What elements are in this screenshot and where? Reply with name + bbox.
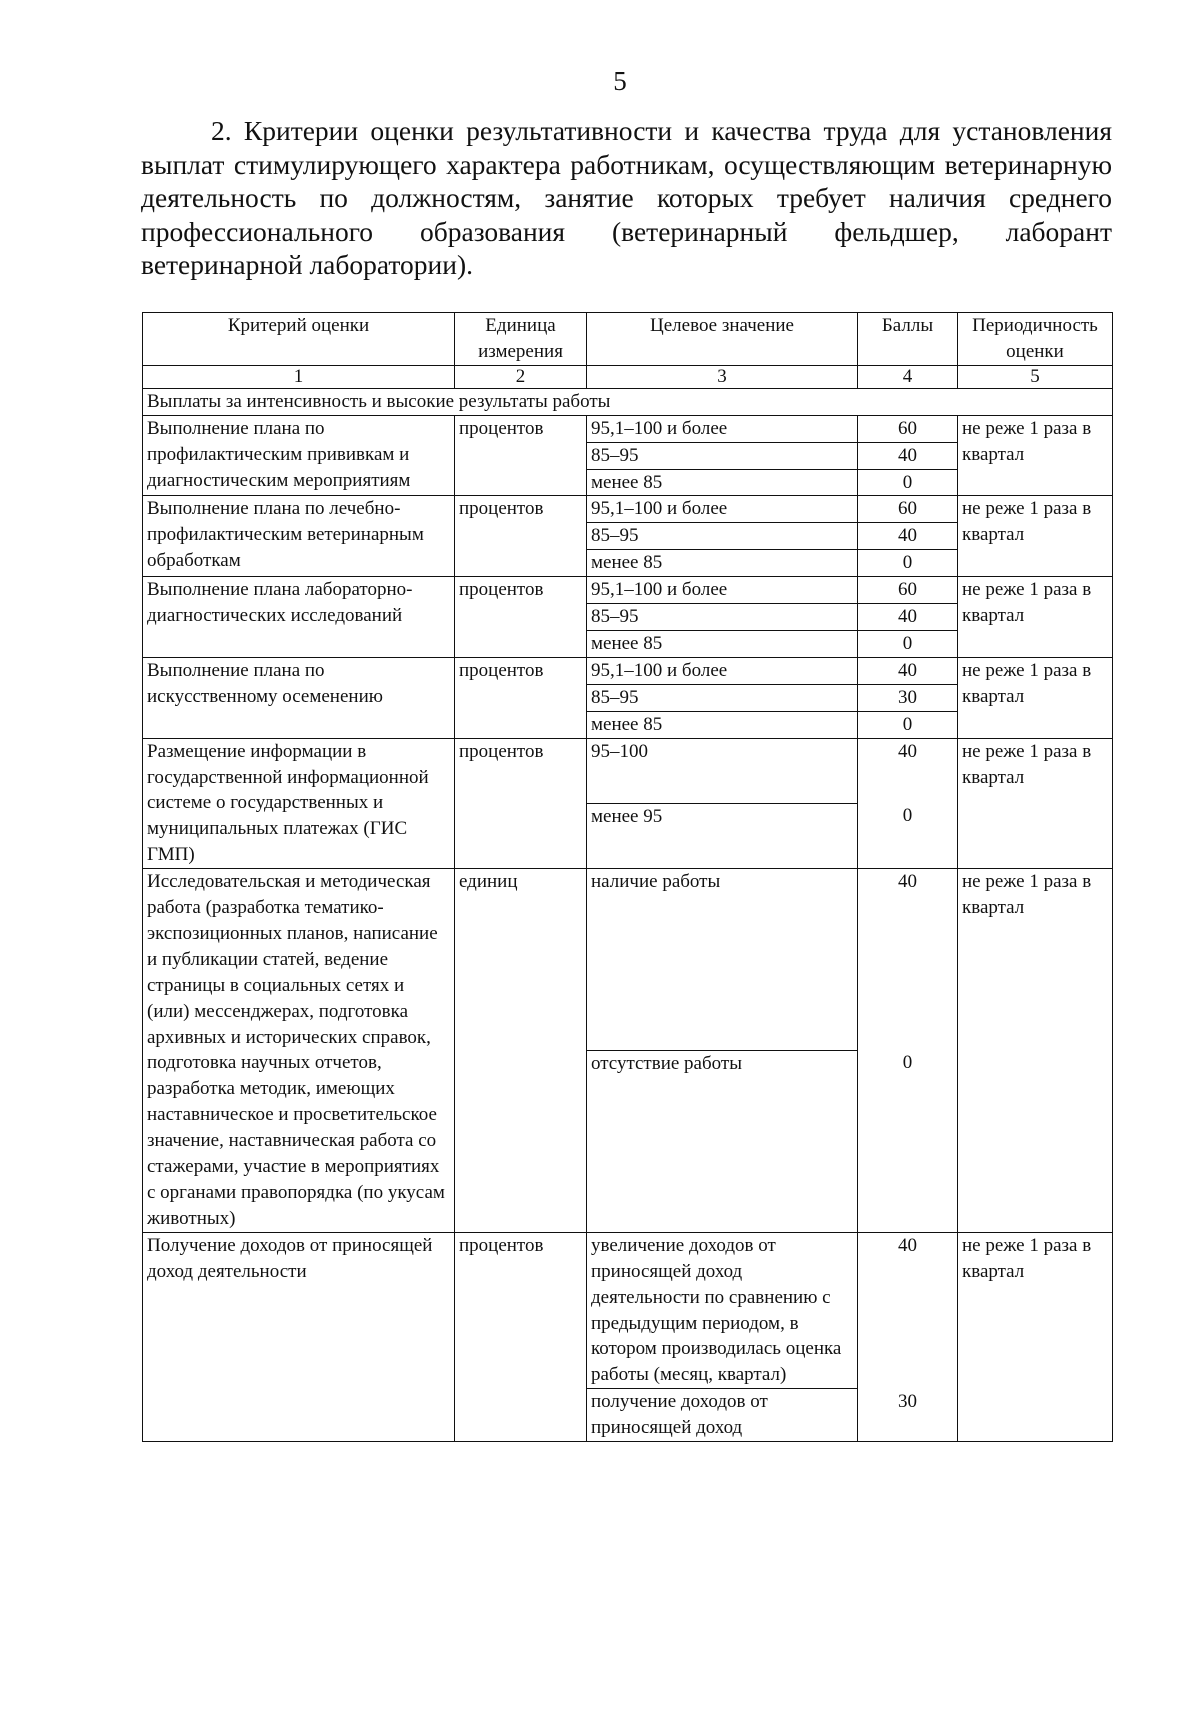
period-cell: не реже 1 раза в квартал	[958, 657, 1113, 738]
unit-cell: процентов	[455, 415, 587, 496]
target-cell: 95,1–100 и более	[587, 657, 858, 684]
score-cell: 0	[858, 1050, 958, 1232]
target-cell: 95,1–100 и более	[587, 577, 858, 604]
criterion-cell: Выполнение плана по лечебно-профилактическим ветеринарным обработкам	[143, 496, 455, 577]
target-cell: менее 85	[587, 469, 858, 496]
score-cell: 0	[858, 550, 958, 577]
period-cell: не реже 1 раза в квартал	[958, 1232, 1113, 1441]
column-number: 2	[455, 365, 587, 388]
target-cell: получение доходов от приносящей доход	[587, 1389, 858, 1442]
unit-cell: единиц	[455, 869, 587, 1233]
target-cell: 85–95	[587, 523, 858, 550]
section-heading: 2. Критерии оценки результативности и качества труда для установления выплат стимулирующего характера работникам, осуществляющим ветеринарную деятельность по должностям, занятие которых требует наличия среднего профессионального образования (ветеринарный фельдшер, лаборант ветеринарной лаборатории).	[141, 115, 1112, 280]
header-score: Баллы	[858, 313, 958, 366]
score-cell: 30	[858, 684, 958, 711]
unit-cell: процентов	[455, 496, 587, 577]
period-cell: не реже 1 раза в квартал	[958, 577, 1113, 658]
unit-cell: процентов	[455, 657, 587, 738]
criterion-cell: Выполнение плана по профилактическим прививкам и диагностическим мероприятиям	[143, 415, 455, 496]
header-criterion: Критерий оценки	[143, 313, 455, 366]
table-header-row	[143, 313, 1113, 366]
column-number: 5	[958, 365, 1113, 388]
table-row	[143, 415, 1113, 442]
target-cell: менее 85	[587, 711, 858, 738]
target-cell: 85–95	[587, 442, 858, 469]
score-cell: 60	[858, 415, 958, 442]
section-row	[143, 388, 1113, 415]
period-cell: не реже 1 раза в квартал	[958, 869, 1113, 1233]
period-cell: не реже 1 раза в квартал	[958, 738, 1113, 869]
score-cell: 30	[858, 1389, 958, 1442]
target-cell: 95–100	[587, 738, 858, 803]
table-row	[143, 577, 1113, 604]
table-row	[143, 496, 1113, 523]
score-cell: 0	[858, 630, 958, 657]
column-number: 4	[858, 365, 958, 388]
score-cell: 60	[858, 577, 958, 604]
period-cell: не реже 1 раза в квартал	[958, 496, 1113, 577]
score-cell: 40	[858, 1232, 958, 1388]
score-cell: 0	[858, 803, 958, 868]
criterion-cell: Выполнение плана лабораторно-диагностических исследований	[143, 577, 455, 658]
unit-cell: процентов	[455, 1232, 587, 1441]
criterion-cell: Получение доходов от приносящей доход деятельности	[143, 1232, 455, 1441]
table-row	[143, 869, 1113, 1051]
period-cell: не реже 1 раза в квартал	[958, 415, 1113, 496]
score-cell: 60	[858, 496, 958, 523]
score-cell: 0	[858, 711, 958, 738]
target-cell: наличие работы	[587, 869, 858, 1051]
page-number: 5	[613, 66, 627, 96]
section-title: Выплаты за интенсивность и высокие результаты работы	[143, 388, 1113, 415]
target-cell: менее 85	[587, 550, 858, 577]
score-cell: 40	[858, 657, 958, 684]
table-row	[143, 1232, 1113, 1388]
criterion-cell: Исследовательская и методическая работа (разработка тематико-экспозиционных планов, написание и публикации статей, ведение страницы в социальных сетях и (или) мессенджерах, подготовка архивных и исторических справок, подготовка научных отчетов, разработка методик, имеющих наставническое и просветительское значение, наставническая работа со стажерами, участие в мероприятиях с органами правопорядка (по укусам животных)	[143, 869, 455, 1233]
score-cell: 40	[858, 869, 958, 1051]
target-cell: отсутствие работы	[587, 1050, 858, 1232]
criteria-table	[142, 312, 1113, 1442]
score-cell: 40	[858, 442, 958, 469]
header-unit: Единица измерения	[455, 313, 587, 366]
target-cell: 85–95	[587, 604, 858, 631]
table-row	[143, 657, 1113, 684]
score-cell: 40	[858, 604, 958, 631]
header-target: Целевое значение	[587, 313, 858, 366]
column-number: 3	[587, 365, 858, 388]
score-cell: 40	[858, 738, 958, 803]
target-cell: 85–95	[587, 684, 858, 711]
target-cell: увеличение доходов от приносящей доход деятельности по сравнению с предыдущим периодом, в котором производилась оценка работы (месяц, квартал)	[587, 1232, 858, 1388]
table-row	[143, 738, 1113, 803]
score-cell: 40	[858, 523, 958, 550]
target-cell: менее 85	[587, 630, 858, 657]
target-cell: менее 95	[587, 803, 858, 868]
score-cell: 0	[858, 469, 958, 496]
column-numbers-row	[143, 365, 1113, 388]
criterion-cell: Выполнение плана по искусственному осеменению	[143, 657, 455, 738]
header-period: Периодичность оценки	[958, 313, 1113, 366]
target-cell: 95,1–100 и более	[587, 415, 858, 442]
unit-cell: процентов	[455, 738, 587, 869]
unit-cell: процентов	[455, 577, 587, 658]
criterion-cell: Размещение информации в государственной информационной системе о государственных и муниципальных платежах (ГИС ГМП)	[143, 738, 455, 869]
target-cell: 95,1–100 и более	[587, 496, 858, 523]
column-number: 1	[143, 365, 455, 388]
